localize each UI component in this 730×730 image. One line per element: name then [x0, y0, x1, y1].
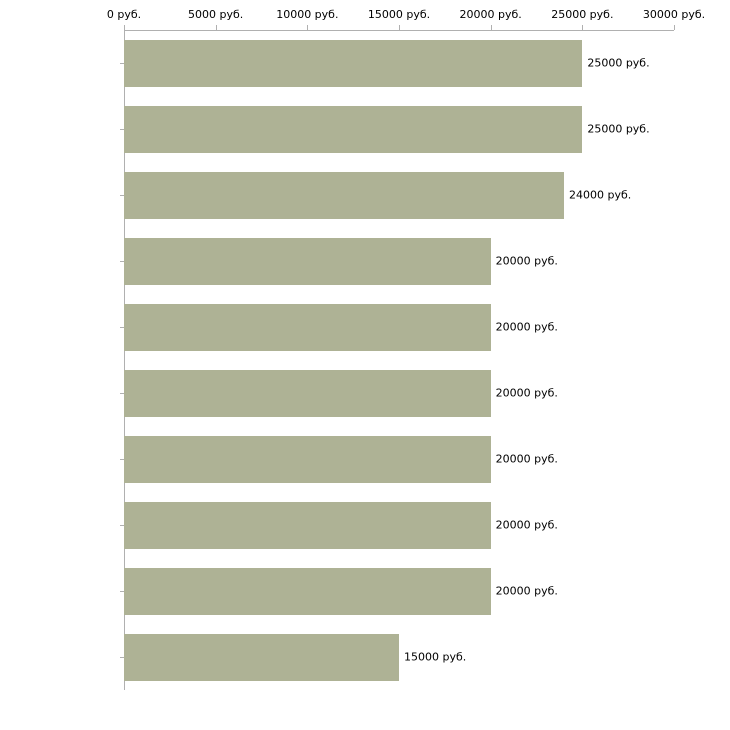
bar[interactable]: [124, 172, 564, 219]
bar-value-label: 20000 руб.: [495, 320, 558, 334]
bar[interactable]: [124, 370, 491, 417]
bar[interactable]: [124, 634, 399, 681]
bar[interactable]: [124, 304, 491, 351]
x-tick-label: 10000 руб.: [276, 8, 339, 21]
bar-value-label: 20000 руб.: [495, 254, 558, 268]
bar[interactable]: [124, 238, 491, 285]
x-tick-label: 30000 руб.: [642, 8, 706, 21]
x-tick-mark: [491, 25, 492, 30]
bar[interactable]: [124, 106, 582, 153]
bar[interactable]: [124, 40, 582, 87]
x-tick-mark: [307, 25, 308, 30]
x-axis-line: [124, 30, 674, 31]
x-tick-mark: [582, 25, 583, 30]
x-tick-label: 0 руб.: [106, 8, 142, 21]
bar[interactable]: [124, 502, 491, 549]
bar-value-label: 15000 руб.: [404, 650, 467, 664]
bar-value-label: 24000 руб.: [569, 188, 632, 202]
bar[interactable]: [124, 436, 491, 483]
x-tick-mark: [399, 25, 400, 30]
bar-value-label: 20000 руб.: [495, 518, 558, 532]
x-tick-mark: [124, 25, 125, 30]
bar-value-label: 20000 руб.: [495, 386, 558, 400]
bar-value-label: 25000 руб.: [587, 122, 650, 136]
bar-value-label: 20000 руб.: [495, 584, 558, 598]
x-tick-label: 15000 руб.: [367, 8, 431, 21]
x-tick-label: 25000 руб.: [551, 8, 614, 21]
bar-value-label: 25000 руб.: [587, 56, 650, 70]
x-tick-label: 20000 руб.: [459, 8, 522, 21]
x-tick-mark: [674, 25, 675, 30]
x-tick-label: 5000 руб.: [188, 8, 244, 21]
x-tick-mark: [216, 25, 217, 30]
bar-value-label: 20000 руб.: [495, 452, 558, 466]
bar[interactable]: [124, 568, 491, 615]
